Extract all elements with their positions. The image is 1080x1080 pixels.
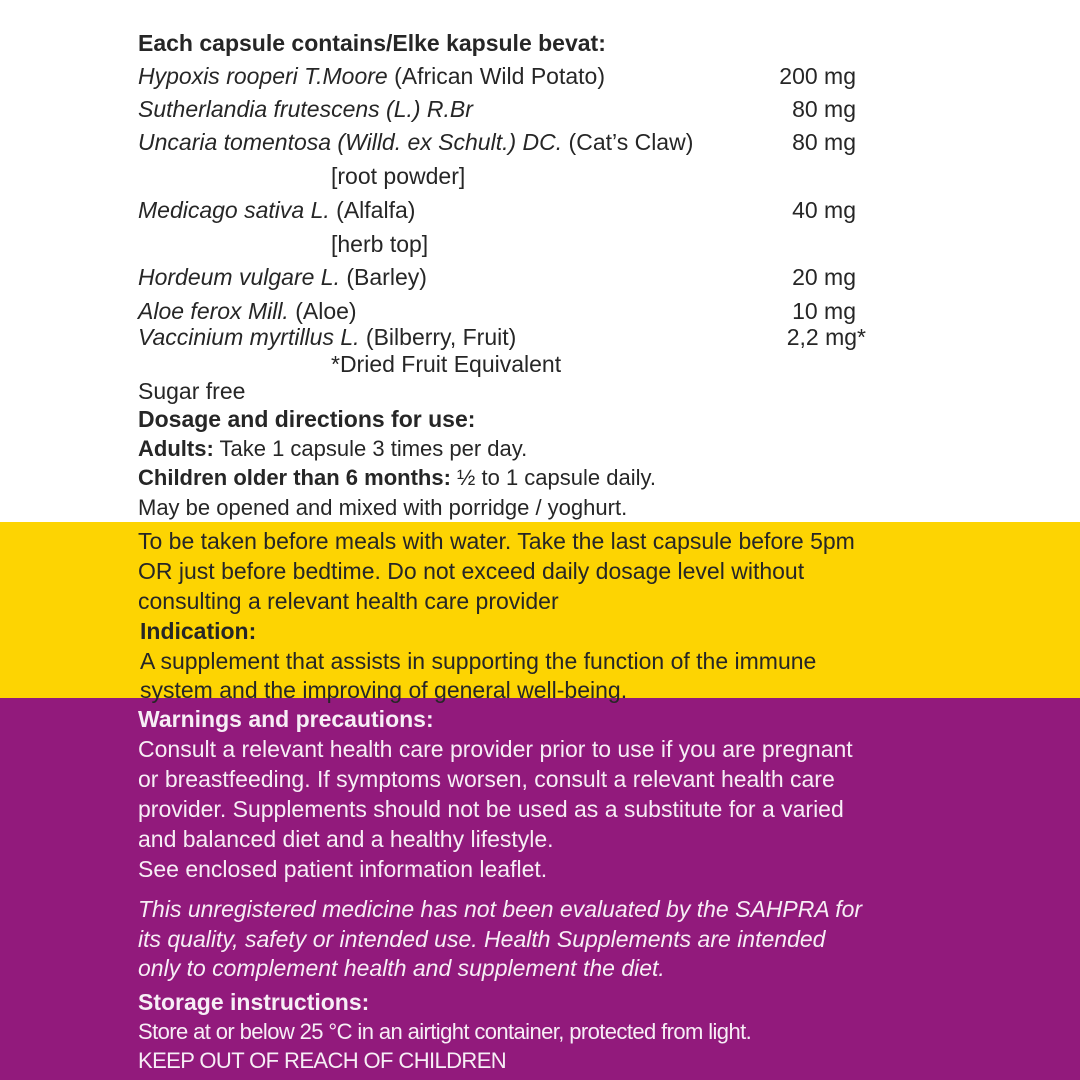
ingredient-4-note: [herb top] [331,231,429,257]
warnings-line-4: and balanced diet and a healthy lifestyle. [138,826,554,852]
dosage-adults-label: Adults: [138,436,214,461]
ingredient-1-latin: Hypoxis rooperi T.Moore [138,63,388,89]
ingredient-2 [138,98,473,121]
disclaimer-line-3: only to complement health and supplement the diet. [138,955,665,981]
ingredient-3-common: (Cat’s Claw) [562,129,694,155]
ingredient-1-amount: 200 mg [779,63,856,89]
dosage-line-1: To be taken before meals with water. Take the last capsule before 5pm [138,528,855,554]
ingredient-6 [138,300,357,323]
ingredient-7-amount: 2,2 mg* [786,324,866,350]
warnings-line-1: Consult a relevant health care provider prior to use if you are pregnant [138,736,853,762]
ingredient-3-amount: 80 mg [792,129,856,155]
dosage-line-2: OR just before bedtime. Do not exceed daily dosage level without [138,558,805,584]
ingredient-1 [138,65,605,88]
sugar-free-label: Sugar free [138,378,246,404]
warnings-heading: Warnings and precautions: [138,706,434,732]
ingredient-3-note: [root powder] [331,163,466,189]
warnings-line-3: provider. Supplements should not be used as a substitute for a varied [138,796,844,822]
ingredient-4-amount: 40 mg [792,197,856,223]
indication-heading: Indication: [140,618,257,644]
ingredients-heading: Each capsule contains/Elke kapsule bevat: [138,30,606,56]
indication-line-2: system and the improving of general well-being. [140,677,628,703]
ingredient-6-amount: 10 mg [792,298,856,324]
indication-line-1: A supplement that assists in supporting the function of the immune [140,648,817,674]
ingredient-5-common: (Barley) [340,264,427,290]
ingredient-3 [138,131,693,154]
ingredient-7-note: *Dried Fruit Equivalent [331,351,562,377]
dosage-heading: Dosage and directions for use: [138,406,476,432]
ingredient-4-latin: Medicago sativa L. [138,197,330,223]
ingredient-3-latin: Uncaria tomentosa (Willd. ex Schult.) DC. [138,129,563,155]
disclaimer-line-1: This unregistered medicine has not been evaluated by the SAHPRA for [138,896,863,922]
dosage-adults [138,438,527,460]
dosage-adults-text: Take 1 capsule 3 times per day. [213,436,528,461]
ingredient-6-latin: Aloe ferox Mill. [138,298,289,324]
disclaimer-line-2: its quality, safety or intended use. Health Supplements are intended [138,926,826,952]
dosage-mix-line: May be opened and mixed with porridge / yoghurt. [138,495,628,520]
ingredient-6-common: (Aloe) [288,298,357,324]
ingredient-7-common: (Bilberry, Fruit) [359,324,517,350]
dosage-children [138,467,656,489]
dosage-children-label: Children older than 6 months: [138,465,451,490]
ingredient-4-common: (Alfalfa) [329,197,416,223]
warnings-line-2: or breastfeeding. If symptoms worsen, consult a relevant health care [138,766,835,792]
ingredient-2-latin: Sutherlandia frutescens (L.) R.Br [138,96,473,122]
dosage-children-text: ½ to 1 capsule daily. [450,465,656,490]
ingredient-7-latin: Vaccinium myrtillus L. [138,324,360,350]
storage-heading: Storage instructions: [138,989,370,1015]
warnings-line-5: See enclosed patient information leaflet. [138,856,548,882]
ingredient-2-amount: 80 mg [792,96,856,122]
ingredient-5-amount: 20 mg [792,264,856,290]
dosage-line-3: consulting a relevant health care provider [138,588,559,614]
ingredient-1-common: (African Wild Potato) [387,63,605,89]
ingredient-5-latin: Hordeum vulgare L. [138,264,340,290]
ingredient-5 [138,266,427,289]
storage-line-2: KEEP OUT OF REACH OF CHILDREN [138,1048,507,1073]
ingredient-7 [138,326,516,349]
storage-line-1: Store at or below 25 °C in an airtight container, protected from light. [138,1019,752,1044]
ingredient-4 [138,199,415,222]
